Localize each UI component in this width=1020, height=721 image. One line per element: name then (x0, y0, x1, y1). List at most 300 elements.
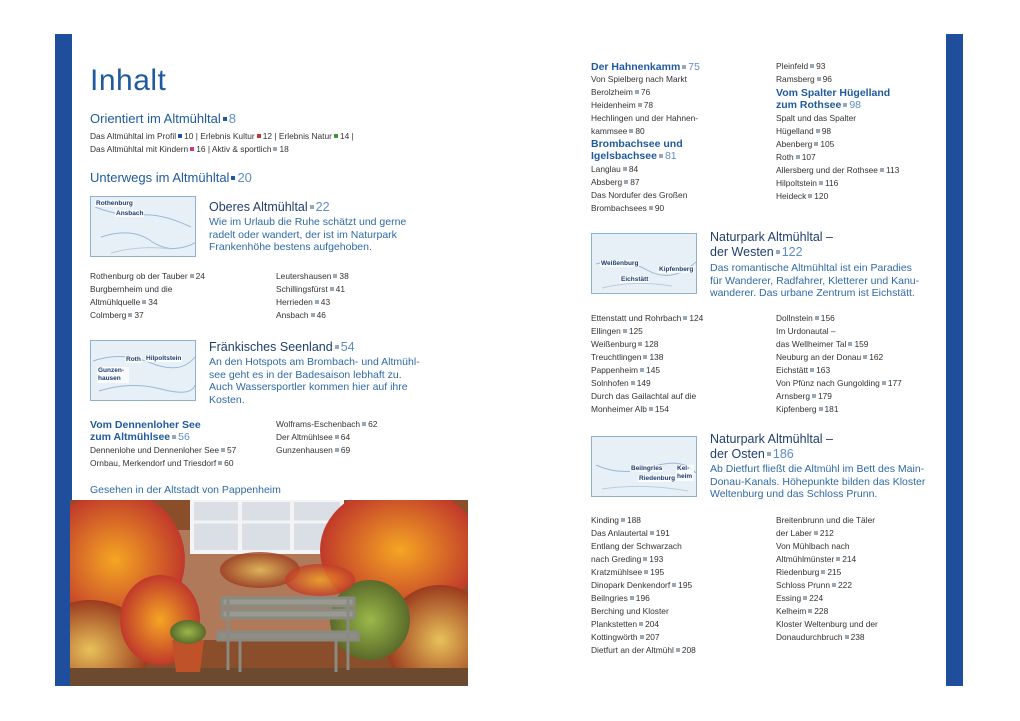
toc-entry-text: Ellingen (591, 326, 621, 336)
sub-section-dennenloher-line2: zum Altmühlsee (90, 431, 171, 443)
section-seenland-label: Fränkisches Seenland (209, 340, 333, 354)
map-oberes-altmuehltal (90, 196, 196, 257)
page-square (810, 368, 814, 372)
page-square (649, 206, 653, 210)
toc-entry[interactable] (776, 190, 946, 203)
toc-entry[interactable] (776, 312, 946, 325)
toc-entry[interactable] (776, 631, 946, 644)
toc-entry[interactable] (776, 338, 946, 351)
toc-entry[interactable] (776, 579, 946, 592)
osten-list-col1 (591, 514, 766, 657)
toc-entry[interactable] (276, 296, 426, 309)
oberes-list-col1 (90, 270, 270, 322)
section-orientiert-label: Orientiert im Altmühltal (90, 111, 221, 126)
toc-entry-page: 113 (885, 165, 900, 175)
hahnenkamm-list (591, 73, 761, 138)
toc-entry[interactable] (776, 164, 946, 177)
toc-entry-text: Schloss Prunn (776, 580, 830, 590)
page-square (863, 355, 867, 359)
toc-entry-text: Berolzheim (591, 87, 633, 97)
orient-segment[interactable]: Das Altmühltal im Profil (90, 131, 177, 141)
toc-entry-page: 177 (887, 378, 902, 388)
toc-entry-text: Kloster Weltenburg und der (776, 619, 878, 629)
toc-entry-text: Monheimer Alb (591, 404, 647, 414)
toc-entry-text: Absberg (591, 177, 623, 187)
map-label: Roth (126, 356, 141, 363)
page-square (832, 583, 836, 587)
orient-segment[interactable]: 18 (279, 144, 289, 154)
toc-entry-page: 90 (654, 203, 665, 213)
toc-entry[interactable] (591, 592, 766, 605)
photo-caption: Gesehen in der Altstadt von Pappenheim (90, 484, 281, 496)
orient-segment[interactable]: Das Altmühltal mit Kindern (90, 144, 189, 154)
toc-entry-page: 64 (340, 432, 351, 442)
toc-entry[interactable] (776, 553, 946, 566)
toc-entry[interactable] (776, 527, 946, 540)
toc-entry[interactable] (276, 431, 426, 444)
toc-entry[interactable] (776, 125, 946, 138)
toc-entry[interactable] (591, 176, 761, 189)
map-label: Ansbach (116, 210, 144, 217)
section-spalter-line2: zum Rothsee (776, 99, 842, 111)
toc-entry-page: 105 (820, 139, 835, 149)
toc-entry-text: Neuburg an der Donau (776, 352, 862, 362)
page-square (218, 461, 222, 465)
orient-segment[interactable]: 12 | Erlebnis Natur (262, 131, 332, 141)
toc-entry-text: Heideck (776, 191, 807, 201)
toc-entry[interactable] (276, 418, 426, 431)
toc-entry[interactable] (90, 296, 270, 309)
toc-entry-text: Pleinfeld (776, 61, 809, 71)
toc-entry[interactable] (776, 618, 946, 631)
toc-entry-text: Das Nordufer des Großen (591, 190, 688, 200)
westen-list-col2 (776, 312, 946, 416)
page-square (231, 176, 235, 180)
toc-entry[interactable] (776, 377, 946, 390)
page-square (631, 381, 635, 385)
section-westen[interactable] (710, 230, 833, 260)
toc-entry-text: Colmberg (90, 310, 127, 320)
section-hahnenkamm[interactable] (591, 61, 700, 73)
map-label: Kipfenberg (659, 266, 694, 273)
page-square (335, 345, 339, 349)
oberes-list-col2 (276, 270, 426, 322)
osten-list-col2 (776, 514, 946, 644)
page-square (672, 583, 676, 587)
toc-entry-page: 41 (335, 284, 345, 294)
page-square (882, 381, 886, 385)
toc-entry-page: 159 (854, 339, 869, 349)
toc-entry[interactable] (276, 270, 426, 283)
section-osten-line1: Naturpark Altmühltal – (710, 432, 833, 446)
page-square (330, 287, 334, 291)
toc-entry-text: Burgbernheim und die (90, 284, 173, 294)
page-square (808, 194, 812, 198)
page-square (676, 648, 680, 652)
orient-segment[interactable]: 14 | (339, 131, 354, 141)
toc-entry[interactable] (591, 86, 761, 99)
section-hahnenkamm-label: Der Hahnenkamm (591, 61, 681, 73)
map-westen (591, 233, 697, 294)
page-square (836, 557, 840, 561)
toc-entry-text: Von Spielberg nach Markt (591, 74, 687, 84)
toc-entry[interactable] (591, 644, 766, 657)
toc-entry[interactable] (591, 112, 761, 125)
toc-entry-page: 93 (816, 61, 826, 71)
toc-entry-text: Ettenstatt und Rohrbach (591, 313, 682, 323)
toc-entry[interactable] (591, 312, 766, 325)
toc-entry-page: 188 (626, 515, 641, 525)
section-oberes-label: Oberes Altmühltal (209, 200, 308, 214)
toc-entry-text: Ansbach (276, 310, 309, 320)
map-label: Kel-heim (677, 465, 693, 480)
toc-entry-text: Abenberg (776, 139, 813, 149)
toc-entry-page: 228 (814, 606, 829, 616)
toc-entry-page: 84 (628, 164, 639, 174)
page-square (638, 342, 642, 346)
toc-entry-text: Hechlingen und der Hahnen- (591, 113, 699, 123)
toc-entry[interactable] (90, 270, 270, 283)
section-seenland-page: 54 (340, 340, 355, 354)
toc-entry-page: 78 (643, 100, 654, 110)
orient-segment[interactable]: 16 | Aktiv & sportlich (196, 144, 272, 154)
toc-entry[interactable] (776, 592, 946, 605)
toc-entry-text: Pappenheim (591, 365, 639, 375)
toc-entry-page: 238 (850, 632, 865, 642)
toc-entry[interactable] (776, 351, 946, 364)
map-osten (591, 436, 697, 497)
toc-entry[interactable] (776, 390, 946, 403)
map-label: Weißenburg (601, 260, 639, 267)
toc-entry-text: Langlau (591, 164, 621, 174)
toc-entry-page: 156 (820, 313, 835, 323)
section-unterwegs[interactable] (90, 170, 252, 185)
toc-entry-text: Hügelland (776, 126, 814, 136)
map-label: Riedenburg (639, 475, 676, 482)
toc-entry[interactable] (591, 202, 761, 215)
toc-entry[interactable] (591, 338, 766, 351)
toc-entry-text: Von Mühlbach nach (776, 541, 850, 551)
toc-entry[interactable] (90, 283, 270, 296)
toc-entry-page: 222 (838, 580, 852, 590)
toc-entry-text: Allersberg und der Rothsee (776, 165, 878, 175)
toc-entry-page: 43 (320, 297, 331, 307)
toc-entry[interactable] (591, 325, 766, 338)
page-square (172, 435, 176, 439)
toc-entry-text: Eichstätt (776, 365, 809, 375)
page-square (845, 635, 849, 639)
toc-entry-page: 62 (368, 419, 378, 429)
toc-entry-text: Ramsberg (776, 74, 815, 84)
section-unterwegs-label: Unterwegs im Altmühltal (90, 170, 230, 185)
toc-entry-text: Schillingsfürst (276, 284, 328, 294)
toc-entry[interactable] (591, 125, 761, 138)
right-edge-bar (946, 34, 963, 686)
toc-entry-text: Breitenbrunn und die Täler (776, 515, 876, 525)
toc-entry[interactable] (276, 283, 426, 296)
toc-entry[interactable] (591, 527, 766, 540)
page-square (683, 316, 687, 320)
toc-entry-page: 195 (650, 567, 665, 577)
page-square (644, 570, 648, 574)
toc-entry-text: Riedenburg (776, 567, 820, 577)
toc-entry[interactable] (276, 444, 426, 457)
toc-entry-text: Donaudurchbruch (776, 632, 843, 642)
toc-entry-text: Solnhofen (591, 378, 629, 388)
toc-entry-text: Rothenburg ob der Tauber (90, 271, 188, 281)
toc-entry[interactable] (591, 364, 766, 377)
page-square (624, 180, 628, 184)
orient-segment[interactable]: 10 | Erlebnis Kultur (184, 131, 255, 141)
toc-entry[interactable] (90, 444, 270, 457)
westen-description: Das romantische Altmühltal ist ein Paradies für Wanderer, Radfahrer, Kletterer und Kanu-wanderer. Das urbane Zentrum ist Eichstätt. (710, 262, 920, 299)
page-square (803, 596, 807, 600)
page-square (223, 117, 227, 121)
toc-entry-page: 124 (689, 313, 704, 323)
sub-section-dennenloher[interactable] (90, 419, 270, 443)
toc-entry-text: Dollnstein (776, 313, 813, 323)
section-seenland[interactable] (209, 340, 355, 354)
page-square (310, 205, 314, 209)
toc-entry-page: 34 (148, 297, 158, 307)
toc-entry-text: Ornbau, Merkendorf und Triesdorf (90, 458, 217, 468)
toc-entry[interactable] (776, 60, 946, 73)
section-hahnenkamm-page: 75 (688, 61, 700, 73)
toc-entry[interactable] (591, 631, 766, 644)
toc-entry-page: 87 (630, 177, 640, 187)
page-square (821, 570, 825, 574)
toc-entry-text: Dennenlohe und Dennenloher See (90, 445, 219, 455)
page-square (649, 407, 653, 411)
toc-entry-text: Durch das Gailachtal auf die (591, 391, 697, 401)
toc-entry-text: Der Altmühlsee (276, 432, 333, 442)
page-square (776, 250, 780, 254)
toc-entry-page: 116 (824, 178, 839, 188)
section-brombach[interactable] (591, 138, 683, 162)
toc-entry[interactable] (776, 73, 946, 86)
toc-entry-page: 37 (134, 310, 144, 320)
section-westen-page: 122 (781, 245, 803, 259)
toc-entry-page: 24 (195, 271, 205, 281)
map-label: Hilpoltstein (146, 355, 182, 362)
toc-entry-text: Heidenheim (591, 100, 636, 110)
toc-entry-text: Hilpoltstein (776, 178, 817, 188)
toc-entry[interactable] (776, 566, 946, 579)
page-square (880, 168, 884, 172)
toc-entry[interactable] (591, 618, 766, 631)
westen-list-col1 (591, 312, 766, 416)
toc-entry[interactable] (591, 540, 766, 553)
toc-entry-text: Dietfurt an der Altmühl (591, 645, 674, 655)
page-square (659, 154, 663, 158)
toc-entry-text: Brombachsees (591, 203, 647, 213)
toc-entry-page: 215 (827, 567, 842, 577)
toc-entry[interactable] (776, 112, 946, 125)
page-square (190, 274, 194, 278)
page-square (311, 313, 315, 317)
toc-entry-text: Leutershausen (276, 271, 332, 281)
photo-autumn-ivy-bench (70, 500, 468, 686)
page-square (315, 300, 319, 304)
toc-entry[interactable] (776, 540, 946, 553)
toc-entry[interactable] (776, 514, 946, 527)
orient-line (90, 143, 390, 156)
section-brombach-line2: Igelsbachsee (591, 150, 657, 162)
section-osten[interactable] (710, 432, 833, 462)
toc-entry-text: nach Greding (591, 554, 642, 564)
page-square (623, 329, 627, 333)
page-square (335, 448, 339, 452)
toc-entry-page: 208 (681, 645, 696, 655)
toc-entry[interactable] (591, 189, 761, 202)
toc-entry[interactable] (776, 605, 946, 618)
seenland-description: An den Hotspots am Brombach- und Altmühl-see geht es in der Badesaison lebhaft zu. Auch Wassersportler kommen hier auf ihre Kosten. (209, 356, 420, 406)
toc-entry[interactable] (776, 138, 946, 151)
toc-entry[interactable] (90, 457, 270, 470)
page-square (812, 394, 816, 398)
page-square (333, 274, 337, 278)
toc-entry-text: Von Pfünz nach Gungolding (776, 378, 880, 388)
toc-entry-text: Berching und Kloster (591, 606, 669, 616)
page-square (814, 531, 818, 535)
toc-entry-text: Roth (776, 152, 794, 162)
page-square (334, 134, 338, 138)
page-square (362, 422, 366, 426)
map-label: Beilngries (631, 465, 663, 472)
toc-entry[interactable] (591, 553, 766, 566)
section-spalter[interactable] (776, 87, 890, 111)
page-square (190, 147, 194, 151)
osten-description: Ab Dietfurt fließt die Altmühl im Bett des Main-Donau-Kanals. Höhepunkte bilden das Kloster Weltenburg und das Schloss Prunn. (710, 463, 926, 500)
map-label: Eichstätt (621, 276, 649, 283)
page-square (623, 167, 627, 171)
toc-entry[interactable] (776, 325, 946, 338)
page-square (639, 622, 643, 626)
page-square (142, 300, 146, 304)
orient-lines (90, 130, 390, 156)
toc-entry-page: 154 (654, 404, 669, 414)
toc-entry-text: Dinopark Denkendorf (591, 580, 671, 590)
toc-entry-page: 195 (678, 580, 693, 590)
sub-section-dennenloher-page: 56 (178, 431, 190, 443)
sub-section-dennenloher-line1: Vom Dennenloher See (90, 419, 201, 431)
section-brombach-line1: Brombachsee und (591, 138, 683, 150)
toc-entry[interactable] (591, 579, 766, 592)
map-label: Gunzen-hausen (97, 367, 129, 383)
toc-entry[interactable] (276, 309, 426, 322)
toc-entry-text: das Wellheimer Tal (776, 339, 847, 349)
toc-entry-page: 163 (816, 365, 831, 375)
toc-entry-page: 128 (644, 339, 659, 349)
toc-entry[interactable] (591, 514, 766, 527)
toc-entry[interactable] (591, 73, 761, 86)
toc-entry-page: 214 (842, 554, 857, 564)
toc-entry[interactable] (776, 177, 946, 190)
page-square (817, 77, 821, 81)
toc-entry-page: 80 (635, 126, 645, 136)
toc-entry-text: Altmühlmünster (776, 554, 835, 564)
map-label: Rothenburg (96, 200, 133, 207)
toc-entry-page: 69 (340, 445, 351, 455)
toc-entry[interactable] (90, 309, 270, 322)
page-square (819, 407, 823, 411)
page-square (629, 129, 633, 133)
toc-entry[interactable] (776, 364, 946, 377)
toc-entry-page: 138 (649, 352, 664, 362)
toc-entry-text: Plankstetten (591, 619, 638, 629)
toc-entry-text: Beilngries (591, 593, 628, 603)
section-osten-page: 186 (772, 447, 794, 461)
page-square (808, 609, 812, 613)
toc-entry-page: 145 (646, 365, 661, 375)
orient-line (90, 130, 390, 143)
spalter-list (776, 112, 946, 203)
page-square (630, 596, 634, 600)
toc-entry-page: 60 (224, 458, 234, 468)
toc-entry-text: Entlang der Schwarzach (591, 541, 682, 551)
toc-entry[interactable] (591, 377, 766, 390)
toc-entry[interactable] (776, 403, 946, 416)
toc-entry[interactable] (591, 163, 761, 176)
section-orientiert[interactable] (90, 111, 236, 126)
section-spalter-line1: Vom Spalter Hügelland (776, 87, 891, 99)
photo-pappenheim (70, 500, 468, 686)
toc-entry-page: 98 (821, 126, 832, 136)
section-westen-line1: Naturpark Altmühltal – (710, 230, 833, 244)
toc-entry-page: 162 (869, 352, 884, 362)
toc-entry-page: 196 (635, 593, 650, 603)
toc-entry[interactable] (591, 99, 761, 112)
toc-entry-text: Altmühlquelle (90, 297, 141, 307)
page-square (843, 103, 847, 107)
toc-entry-page: 204 (645, 619, 660, 629)
toc-entry[interactable] (591, 403, 766, 416)
toc-entry[interactable] (591, 566, 766, 579)
page-square (273, 147, 277, 151)
toc-entry[interactable] (591, 351, 766, 364)
toc-entry-page: 46 (316, 310, 326, 320)
toc-entry-text: Das Anlautertal (591, 528, 648, 538)
page-square (221, 448, 225, 452)
toc-entry-page: 125 (628, 326, 643, 336)
toc-entry-page: 120 (814, 191, 829, 201)
seenland-list-col2 (276, 418, 426, 457)
page-square (848, 342, 852, 346)
toc-entry-text: Kratzmühlsee (591, 567, 643, 577)
toc-entry[interactable] (591, 605, 766, 618)
section-westen-line2: der Westen (710, 245, 774, 259)
section-unterwegs-page: 20 (237, 170, 252, 185)
page-square (640, 635, 644, 639)
section-oberes[interactable] (209, 200, 330, 214)
page-square (643, 557, 647, 561)
toc-entry-page: 181 (824, 404, 839, 414)
toc-entry[interactable] (591, 390, 766, 403)
page-square (815, 316, 819, 320)
toc-entry-page: 107 (801, 152, 816, 162)
toc-entry-page: 193 (649, 554, 664, 564)
page-square (640, 368, 644, 372)
section-osten-line2: der Osten (710, 447, 765, 461)
toc-entry-text: Herrieden (276, 297, 313, 307)
toc-entry-page: 207 (645, 632, 660, 642)
page-square (814, 142, 818, 146)
toc-entry[interactable] (776, 151, 946, 164)
toc-entry-page: 76 (640, 87, 651, 97)
toc-entry-text: Weißenburg (591, 339, 637, 349)
toc-entry-text: Kottingwörth (591, 632, 638, 642)
toc-entry-page: 224 (809, 593, 824, 603)
